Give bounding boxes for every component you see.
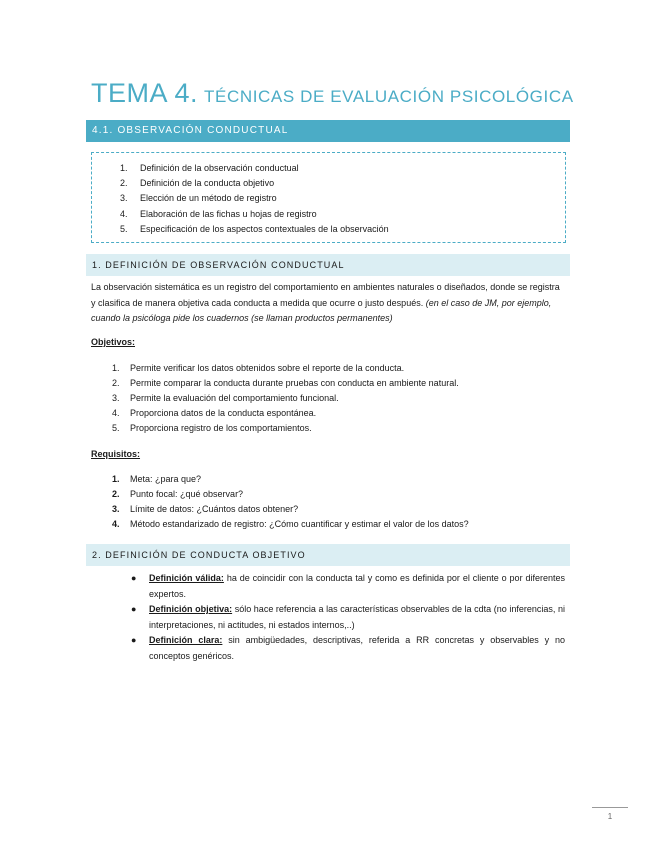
list-item	[112, 391, 459, 406]
list-item-number: 2.	[112, 378, 120, 388]
list-item-number: 2.	[112, 489, 120, 499]
list-item-number: 4.	[112, 408, 120, 418]
toc-item-text: Especificación de los aspectos contextuales de la observación	[140, 223, 389, 234]
list-item-text: Permite verificar los datos obtenidos sobre el reporte de la conducta.	[130, 363, 405, 373]
bullet-text: sólo hace referencia a las características observables de la cdta (no inferencias, ni interpretaciones, ni actitudes, ni estados internos,..)	[149, 604, 565, 630]
bullet-dot-icon: ●	[131, 635, 137, 645]
bullet-term: Definición clara:	[149, 635, 223, 645]
footer-divider	[592, 807, 628, 808]
toc-item-number: 2.	[120, 178, 128, 189]
bullet-text: sin ambigüedades, descriptivas, referida a RR concretas y observables y no conceptos genéricos.	[149, 635, 565, 661]
bullet-term: Definición objetiva:	[149, 604, 233, 614]
title-main: TEMA 4.	[91, 78, 199, 108]
toc-item-number: 4.	[120, 208, 128, 219]
list-item-text: Proporciona registro de los comportamientos.	[130, 423, 312, 433]
list-item-text: Punto focal: ¿qué observar?	[130, 489, 244, 499]
requisitos-list	[112, 472, 469, 532]
toc-item	[120, 222, 389, 237]
bullet-term: Definición válida:	[149, 573, 224, 583]
title-subtitle: TÉCNICAS DE EVALUACIÓN PSICOLÓGICA	[204, 87, 574, 106]
list-item-number: 3.	[112, 393, 120, 403]
list-item	[112, 376, 459, 391]
section-header-bar: 4.1. OBSERVACIÓN CONDUCTUAL	[86, 120, 570, 142]
document-title	[91, 78, 574, 109]
list-item-text: Proporciona datos de la conducta espontánea.	[130, 408, 317, 418]
toc-item-number: 5.	[120, 223, 128, 234]
section-heading-2: 2. DEFINICIÓN DE CONDUCTA OBJETIVO	[86, 544, 570, 566]
toc-item	[120, 176, 389, 191]
toc-item	[120, 161, 389, 176]
bullet-item	[131, 602, 565, 633]
bullet-text: ha de coincidir con la conducta tal y como es definida por el cliente o por diferentes expertos.	[149, 573, 565, 599]
list-item	[112, 472, 469, 487]
toc-item-number: 1.	[120, 163, 128, 173]
bullet-item	[131, 571, 565, 602]
paragraph-definition	[91, 280, 566, 327]
list-item-text: Límite de datos: ¿Cuántos datos obtener?	[130, 504, 299, 514]
toc-item-text: Elección de un método de registro	[140, 193, 277, 204]
toc-list	[120, 161, 389, 237]
list-item-number: 3.	[112, 504, 120, 514]
paragraph-text: La observación sistemática es un registro del comportamiento en ambientes naturales o diseñados, donde se registra y clasifica de manera objetiva cada conducta a medida que ocurre o justo después.	[91, 282, 560, 308]
objetivos-list	[112, 361, 459, 436]
toc-item-text: Elaboración de las fichas u hojas de registro	[140, 208, 317, 219]
section-heading-1: 1. DEFINICIÓN DE OBSERVACIÓN CONDUCTUAL	[86, 254, 570, 276]
requisitos-label: Requisitos:	[91, 449, 141, 459]
list-item	[112, 517, 469, 532]
objetivos-label: Objetivos:	[91, 337, 136, 347]
list-item-text: Permite comparar la conducta durante pruebas con conducta en ambiente natural.	[130, 378, 459, 388]
list-item	[112, 487, 469, 502]
toc-item	[120, 191, 389, 206]
toc-item-text: Definición de la conducta objetivo	[140, 178, 275, 189]
definiciones-list	[131, 571, 565, 664]
list-item	[112, 406, 459, 421]
list-item-number: 1.	[112, 474, 120, 484]
list-item	[112, 502, 469, 517]
paragraph-italic-note: (en el caso de JM, por ejemplo, cuando la psicóloga pide los cuadernos (se llaman productos permanentes)	[91, 297, 552, 323]
list-item	[112, 361, 459, 376]
toc-item	[120, 207, 389, 222]
bullet-dot-icon: ●	[131, 604, 137, 614]
list-item-text: Método estandarizado de registro: ¿Cómo cuantificar y estimar el valor de los datos?	[130, 519, 469, 529]
list-item-text: Permite la evaluación del comportamiento funcional.	[130, 393, 339, 403]
list-item-number: 4.	[112, 519, 120, 529]
list-item	[112, 421, 459, 436]
toc-item-number: 3.	[120, 193, 128, 204]
table-of-contents-box	[91, 152, 566, 243]
page-number: 1	[607, 812, 613, 821]
list-item-text: Meta: ¿para que?	[130, 474, 202, 484]
bullet-dot-icon: ●	[131, 573, 137, 583]
list-item-number: 1.	[112, 363, 120, 373]
bullet-item	[131, 633, 565, 664]
list-item-number: 5.	[112, 423, 120, 433]
toc-item-text: Definición de la observación conductual	[140, 163, 299, 173]
